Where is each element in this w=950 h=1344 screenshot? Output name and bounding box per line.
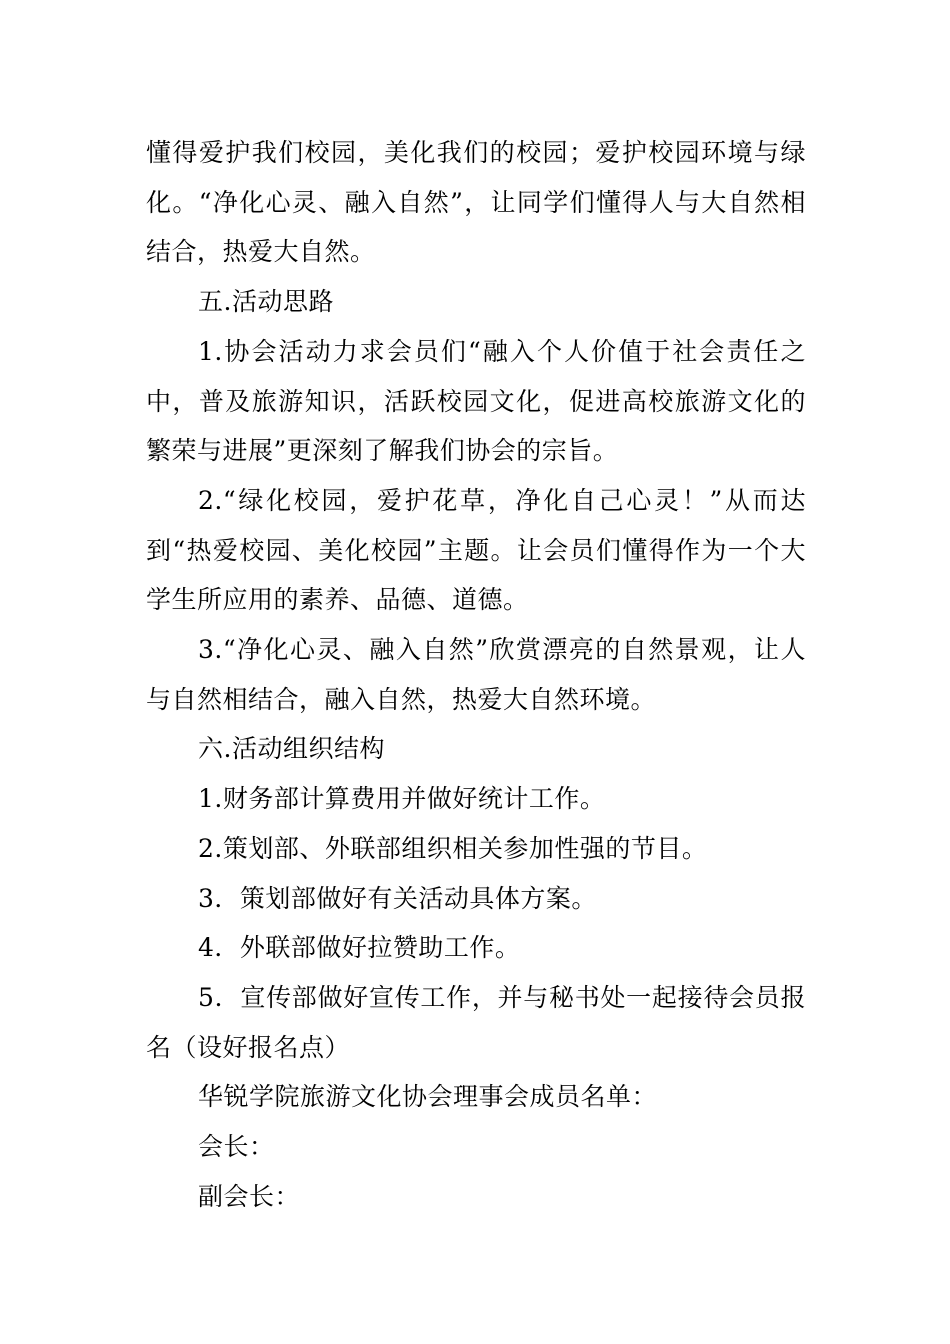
- member-list-heading: 华锐学院旅游文化协会理事会成员名单：: [198, 1082, 658, 1112]
- paragraph-idea-1: 1.协会活动力求会员们“融入个人价值于社会责任之中，普及旅游知识，活跃校园文化，促进高校旅游文化的繁荣与进展”更深刻了解我们协会的宗旨。: [146, 336, 806, 466]
- paragraph-idea-3: 3.“净化心灵、融入自然”欣赏漂亮的自然景观，让人与自然相结合，融入自然，热爱大自然环境。: [146, 635, 806, 714]
- member-vice-president-label: 副会长：: [198, 1181, 301, 1211]
- paragraph-intro: 懂得爱护我们校园，美化我们的校园；爱护校园环境与绿化。“净化心灵、融入自然”，让同学们懂得人与大自然相结合，热爱大自然。: [146, 138, 806, 267]
- paragraph-org-5: 5．宣传部做好宣传工作，并与秘书处一起接待会员报名（设好报名点）: [146, 982, 806, 1062]
- paragraph-idea-2: 2.“绿化校园，爱护花草，净化自己心灵！”从而达到“热爱校园、美化校园”主题。让会员们懂得作为一个大学生所应用的素养、品德、道德。: [146, 485, 806, 615]
- member-president-label: 会长：: [198, 1132, 275, 1162]
- section-heading-activity-ideas: 五.活动思路: [198, 287, 334, 317]
- section-heading-organization: 六.活动组织结构: [198, 734, 385, 764]
- document-body: [146, 128, 806, 1221]
- paragraph-org-4: 4．外联部做好拉赞助工作。: [198, 933, 521, 963]
- paragraph-org-3: 3．策划部做好有关活动具体方案。: [198, 883, 597, 913]
- paragraph-org-2: 2.策划部、外联部组织相关参加性强的节目。: [198, 833, 708, 863]
- paragraph-org-1: 1.财务部计算费用并做好统计工作。: [198, 784, 606, 814]
